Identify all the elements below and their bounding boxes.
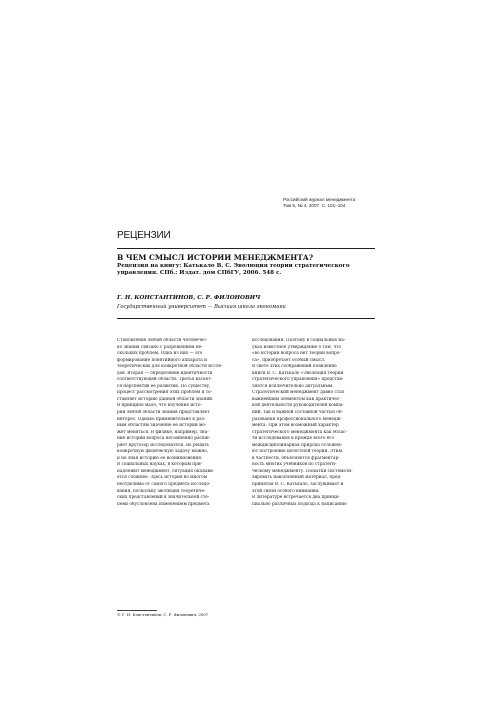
section-heading: РЕЦЕНЗИИ — [117, 230, 171, 241]
text-line: этой связи особого внимания. — [252, 488, 320, 494]
review-line: управления. СПб.: Издат. дом СПбГУ, 2006. 548 с. — [117, 270, 282, 277]
review-reference — [117, 263, 379, 278]
text-line: ко знания связано с разрешением не- — [117, 344, 203, 350]
text-column-left — [117, 338, 242, 508]
text-line: уках известное утверждение о том, что — [252, 344, 342, 350]
journal-volume: Том 5, № 4, 2007. С. 101–104 — [283, 203, 346, 208]
text-line: процесс рассмотрения этих проблем и со- — [117, 390, 213, 396]
text-line: соответствующей области. Третья касает- — [117, 377, 212, 383]
article-authors: Г. Н. КОНСТАНТИНОВ, С. Р. ФИЛОНОВИЧ — [117, 295, 261, 301]
text-line: ется сложнее. Здесь история во многом — [117, 475, 208, 481]
text-line: са», приобретает особый смысл. — [252, 357, 326, 363]
section-divider — [117, 248, 375, 249]
text-line: интерес. Однако применительно к раз- — [117, 416, 206, 422]
text-line: пиально различных подхода к написанию — [252, 501, 347, 507]
text-line: конкретную физическую задачу можно, — [117, 449, 209, 455]
text-line: мента. При этом возможный характер — [252, 423, 339, 429]
journal-name: Российский журнал менеджмента — [283, 197, 356, 202]
copyright-footnote: © Г. Н. Константинов, С. Р. Филонович, 2007 — [117, 612, 209, 617]
text-line: В свете этих соображений появление — [252, 364, 337, 370]
review-line: Рецензия на книгу: Катькало В. С. Эволюция теории стратегического — [117, 263, 350, 269]
text-line: пени обусловлена изменением предмета — [117, 501, 210, 507]
text-line: В социальных науках, в которым при- — [117, 462, 203, 468]
text-line: принятая В. С. Катькало, заслуживает и — [252, 482, 344, 488]
text-line: ляется исключительно актуальным. — [252, 383, 334, 389]
text-line: теоретических для конкретной области иссле- — [117, 364, 223, 370]
text-line: ряет кругозор исследователя, но решать — [117, 442, 210, 448]
text-line: ских представлений в значительной сте- — [117, 495, 210, 501]
text-line: ют построение целостной теории. Этим, — [252, 449, 344, 455]
text-line: стратегического управления» представ- — [252, 377, 344, 383]
text-line: ческому менеджменту. Попытки системати- — [252, 468, 353, 474]
text-line: рии любой области знания представляет — [117, 410, 210, 416]
text-line: неотделима от самого предмета исследо- — [117, 482, 211, 488]
text-line: и не зная историю ее возникновения. — [117, 455, 203, 461]
text-line: в частности, объясняется фрагментар- — [252, 455, 340, 461]
text-line: В литературе встречается два принци- — [252, 495, 340, 501]
text-line: разования профессионального менедж- — [252, 416, 342, 422]
header-divider — [117, 318, 375, 319]
text-line: жет меняться. В физике, например, зна- — [117, 429, 209, 435]
text-line: «во истории вопроса нет теории вопро- — [252, 351, 341, 357]
article-title: В ЧЕМ СМЫСЛ ИСТОРИИ МЕНЕДЖМЕНТА? — [117, 253, 314, 262]
text-line: зировать накопленный материал, пред- — [252, 475, 342, 481]
text-line: скольких проблем. Одна из них — это — [117, 351, 203, 357]
text-line: ся перспектив ее развития. По существу, — [117, 383, 211, 389]
text-line: исследования. Поэтому в социальных на- — [252, 338, 346, 343]
text-line: ным областям значение ее истории мо- — [117, 423, 207, 429]
text-line: формирование понятийного аппарата и — [117, 357, 207, 363]
text-line: важнейшим элементом как практичес- — [252, 396, 341, 402]
text-line: ние истории вопроса несомненно расши- — [117, 436, 211, 442]
text-line: дов. Вторая — определение идентичности — [117, 370, 213, 376]
text-line: вания, поскольку эволюция теоретиче- — [117, 488, 206, 494]
text-line: ний, так и важной составной частью об- — [252, 410, 343, 416]
text-line: В принципе мало, что изучение исто- — [117, 403, 202, 409]
text-line: междисциплинарная природа осложня- — [252, 442, 343, 448]
footnote-divider — [117, 610, 157, 611]
text-line: кой деятельности руководителей компа- — [252, 403, 344, 409]
text-line: надлежит менеджмент, ситуация оказыва- — [117, 468, 215, 474]
journal-header — [283, 197, 393, 209]
text-line: ставляет историю данной области знаний. — [117, 396, 214, 402]
text-line: Стратегический менеджмент давно стал — [252, 390, 345, 396]
text-line: Становление любой области человечес- — [117, 338, 208, 343]
text-line: ти исследования в прежде всего его — [252, 436, 335, 442]
text-line: стратегического менеджмента как облас- — [252, 429, 347, 435]
text-line: книги В. С. Катькало «Эволюция теории — [252, 370, 344, 376]
text-column-right — [252, 338, 377, 508]
text-line: ность многих учебников по стратеги- — [252, 462, 337, 468]
author-affiliation: Государственный университет — Высшая школа экономики — [117, 304, 286, 310]
